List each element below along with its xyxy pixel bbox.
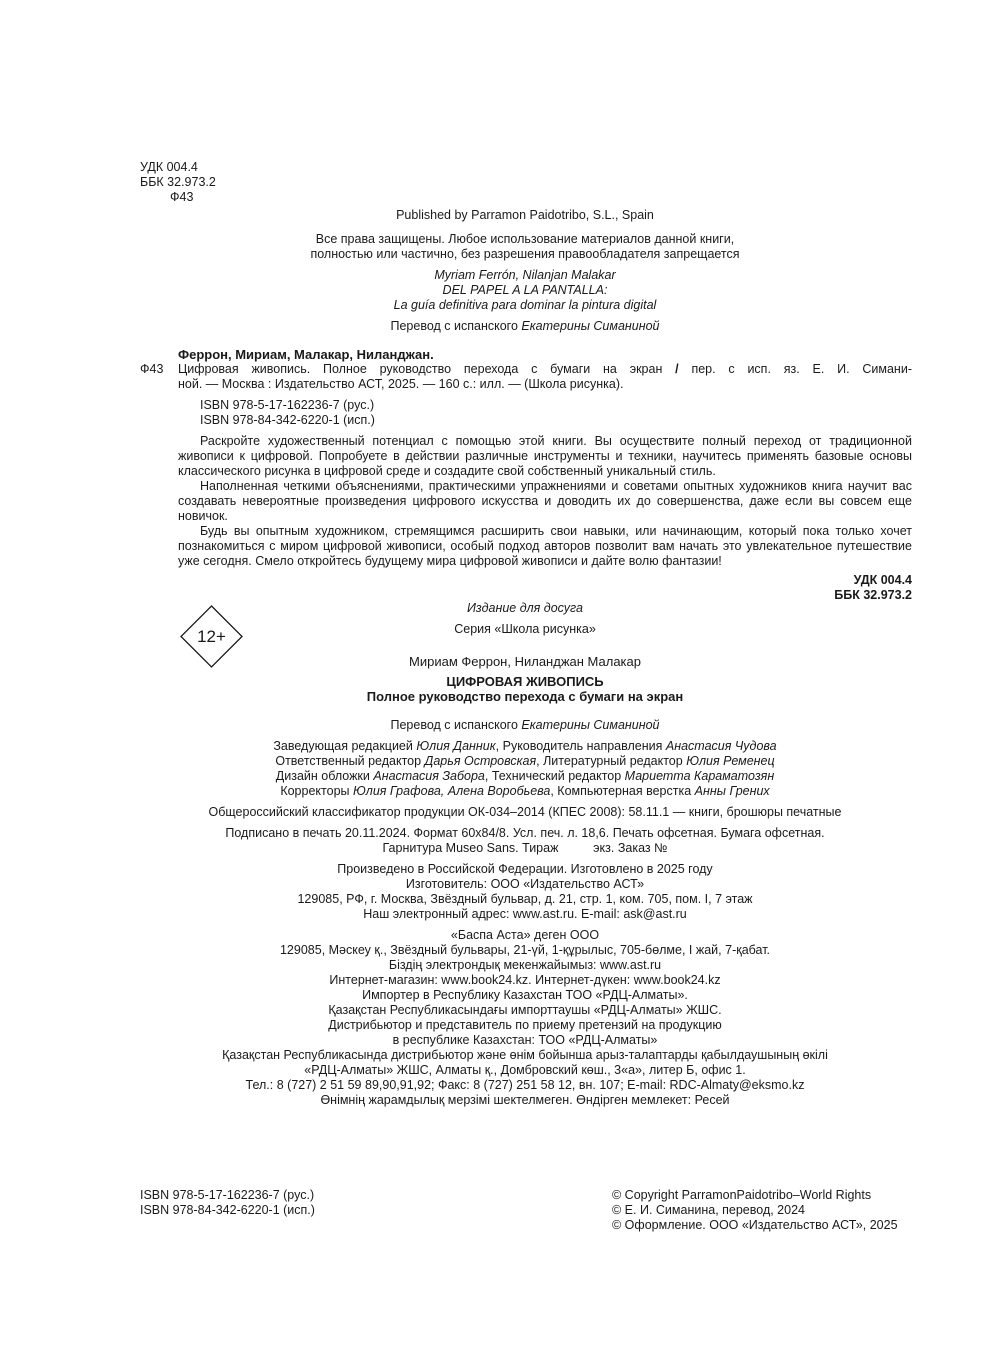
classifier: Общероссийский классификатор продукции ОК-034–2014 (КПЕС 2008): 58.11.1 — книги, брошюры печатные bbox=[208, 805, 842, 819]
catalog-title-line-2: ной. — Москва : Издательство АСТ, 2025. — 160 с.: илл. — (Школа рисунка). bbox=[178, 377, 624, 391]
production-line: Наш электронный адрес: www.ast.ru. E-mail: ask@ast.ru bbox=[363, 907, 687, 921]
kazakh-line: Импортер в Республику Казахстан ТОО «РДЦ-Алматы». bbox=[362, 988, 688, 1002]
udk-code: УДК 004.4 bbox=[140, 160, 198, 174]
kazakh-line: Тел.: 8 (727) 2 51 59 89,90,91,92; Факс: 8 (727) 251 58 12, вн. 107; E-mail: RDC-Almaty@eksmo.kz bbox=[245, 1078, 805, 1092]
staff-line-4: Корректоры Юлия Графова, Алена Воробьева, Компьютерная верстка Анны Грених bbox=[280, 784, 770, 798]
catalog-mark: Ф43 bbox=[140, 362, 164, 376]
kazakh-line: Дистрибьютор и представитель по приему претензий на продукцию bbox=[328, 1018, 722, 1032]
catalog-isbn: ISBN 978-5-17-162236-7 (рус.) ISBN 978-84-342-6220-1 (исп.) bbox=[200, 398, 375, 427]
annotation-paragraph-1: Раскройте художественный потенциал с помощью этой книги. Вы осуществите полный переход от традиционной живописи к цифровой. Попробуете в действии различные инструменты и техники, научитесь применять базовые основы классического рисунка в цифровой среде и создадите свой собственный уникальный стиль. bbox=[178, 434, 912, 478]
print-info-2: Гарнитура Museo Sans. Тираж экз. Заказ № bbox=[382, 841, 668, 855]
kazakh-line: Біздің электрондық мекенжайымыз: www.ast.ru bbox=[388, 958, 662, 972]
original-title-2: La guía definitiva para dominar la pintura digital bbox=[393, 298, 657, 312]
kazakh-line: в республике Казахстан: ТОО «РДЦ-Алматы» bbox=[392, 1033, 658, 1047]
kazakh-line: Интернет-магазин: www.book24.kz. Интернет-дүкен: www.book24.kz bbox=[329, 973, 721, 987]
annotation bbox=[140, 434, 912, 569]
catalog-codes: УДК 004.4 ББК 32.973.2 bbox=[834, 573, 912, 602]
published-by: Published by Parramon Paidotribo, S.L., Spain bbox=[396, 208, 654, 222]
annotation-paragraph-2: Наполненная четкими объяснениями, практическими упражнениями и советами опытных художников книга научит вас создавать невероятные произведения цифрового искусства и доводить их до совершенства, даже если вы совсем еще новичок. bbox=[178, 479, 912, 523]
rights-line-2: полностью или частично, без разрешения правообладателя запрещается bbox=[310, 247, 740, 261]
rights-line-1: Все права защищены. Любое использование материалов данной книги, bbox=[315, 232, 735, 246]
catalog-title-line-1: Цифровая живопись. Полное руководство перехода с бумаги на экран / пер. с исп. яз. Е. И. Симани- bbox=[178, 362, 912, 376]
imprint-authors: Мириам Феррон, Ниланджан Малакар bbox=[409, 654, 641, 669]
series: Серия «Школа рисунка» bbox=[454, 622, 596, 636]
footer-isbn: ISBN 978-5-17-162236-7 (рус.) ISBN 978-84-342-6220-1 (исп.) bbox=[140, 1188, 315, 1217]
bbk-code: ББК 32.973.2 bbox=[140, 175, 216, 189]
edition-type: Издание для досуга bbox=[466, 601, 584, 615]
imprint-title: ЦИФРОВАЯ ЖИВОПИСЬ bbox=[446, 674, 604, 689]
kazakh-line: Қазақстан Республикасындағы импорттаушы «РДЦ-Алматы» ЖШС. bbox=[328, 1003, 722, 1017]
kazakh-line: «РДЦ-Алматы» ЖШС, Алматы қ., Домбровский көш., 3«а», литер Б, офис 1. bbox=[304, 1063, 746, 1077]
translation-credit: Перевод с испанского Екатерины Симаниной bbox=[390, 319, 660, 333]
kazakh-line: Өнімнің жарамдылық мерзімі шектелмеген. Өндірген мемлекет: Ресей bbox=[320, 1093, 730, 1107]
annotation-paragraph-3: Будь вы опытным художником, стремящимся расширить свои навыки, или начинающим, который пока только хочет познакомиться с миром цифровой живописи, особый подход авторов позволит вам начать это увлекательное путешествие уже сегодня. Смело откройтесь будущему мира цифровой живописи и дайте волю фантазии! bbox=[178, 524, 912, 568]
author-mark: Ф43 bbox=[170, 190, 194, 204]
catalog-title-block bbox=[140, 362, 912, 392]
footer-copyright: © Copyright ParramonPaidotribo–World Rights © Е. И. Симанина, перевод, 2024 © Оформление. ООО «Издательство АСТ», 2025 bbox=[612, 1188, 898, 1232]
age-rating-text: 12+ bbox=[197, 627, 226, 646]
staff-line-1: Заведующая редакцией Юлия Данник, Руководитель направления Анастасия Чудова bbox=[273, 739, 777, 753]
kazakh-line: «Баспа Аста» деген ООО bbox=[450, 928, 600, 942]
catalog-authors: Феррон, Мириам, Малакар, Ниланджан. bbox=[178, 347, 434, 362]
kazakh-line: Қазақстан Республикасында дистрибьютор және өнім бойынша арыз-талаптарды қабылдаушының өкілі bbox=[222, 1048, 828, 1062]
original-title-1: DEL PAPEL A LA PANTALLA: bbox=[442, 283, 608, 297]
classification-block bbox=[140, 160, 216, 205]
imprint-translation: Перевод с испанского Екатерины Симаниной bbox=[390, 718, 660, 732]
kazakh-line: 129085, Мәскеу қ., Звёздный бульвары, 21-үй, 1-құрылыс, 705-бөлме, I жай, 7-қабат. bbox=[279, 943, 771, 957]
imprint-block bbox=[175, 601, 875, 1108]
publisher-info bbox=[175, 208, 875, 334]
catalog-card bbox=[140, 347, 912, 603]
staff-line-2: Ответственный редактор Дарья Островская, Литературный редактор Юлия Ременец bbox=[275, 754, 775, 768]
production-line: 129085, РФ, г. Москва, Звёздный бульвар, д. 21, стр. 1, ком. 705, пом. I, 7 этаж bbox=[297, 892, 753, 906]
production-line: Произведено в Российской Федерации. Изготовлено в 2025 году bbox=[337, 862, 713, 876]
staff-line-3: Дизайн обложки Анастасия Забора, Технический редактор Мариетта Караматозян bbox=[275, 769, 775, 783]
production-line: Изготовитель: ООО «Издательство АСТ» bbox=[405, 877, 645, 891]
imprint-subtitle: Полное руководство перехода с бумаги на экран bbox=[366, 689, 684, 704]
original-authors: Myriam Ferrón, Nilanjan Malakar bbox=[434, 268, 616, 282]
print-info-1: Подписано в печать 20.11.2024. Формат 60х84/8. Усл. печ. л. 18,6. Печать офсетная. Бумага офсетная. bbox=[225, 826, 825, 840]
